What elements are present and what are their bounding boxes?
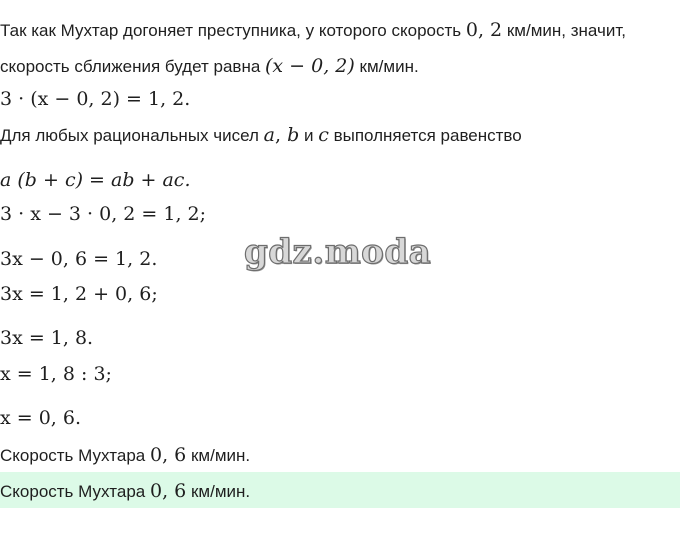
variable-b: b	[287, 124, 300, 146]
variable-separator: ,	[274, 124, 288, 146]
equation-4: 3x = 1, 2 + 0, 6;	[0, 283, 158, 305]
variable-a: a	[263, 124, 275, 146]
distributive-law: a (b + c) = ab + ac.	[0, 169, 191, 191]
solution-line-1	[0, 19, 626, 41]
line-4-text-end: выполняется равенство	[328, 126, 522, 145]
line-2-text-start: скорость сближения будет равна	[0, 57, 266, 76]
answer-math-value: 0, 6	[149, 480, 187, 502]
equation-1: 3 · (x − 0, 2) = 1, 2.	[0, 88, 191, 110]
watermark-logo: gdz.moda	[244, 232, 432, 272]
equation-3: 3x − 0, 6 = 1, 2.	[0, 248, 158, 270]
line-4-text-start: Для любых рациональных чисел	[0, 126, 264, 145]
variable-c: c	[318, 124, 329, 146]
answer-text-end: км/мин.	[186, 482, 251, 501]
solution-line-4	[0, 124, 522, 146]
equation-6: x = 1, 8 : 3;	[0, 363, 112, 385]
answer-line	[0, 480, 250, 502]
answer-text-start: Скорость Мухтара	[0, 482, 150, 501]
line-1-text-end: км/мин, значит,	[502, 21, 626, 40]
result-text-end: км/мин.	[186, 446, 251, 465]
line-1-text-start: Так как Мухтар догоняет преступника, у которого скорость	[0, 21, 466, 40]
equation-2: 3 · x − 3 · 0, 2 = 1, 2;	[0, 203, 207, 225]
equation-7: x = 0, 6.	[0, 407, 82, 429]
result-math-value: 0, 6	[149, 444, 187, 466]
conjunction-and: и	[299, 126, 319, 145]
result-text-start: Скорость Мухтара	[0, 446, 150, 465]
line-2-text-end: км/мин.	[354, 57, 419, 76]
solution-line-2	[0, 55, 419, 77]
result-line	[0, 444, 250, 466]
line-2-math-expression: (x − 0, 2)	[265, 55, 355, 77]
equation-5: 3x = 1, 8.	[0, 327, 94, 349]
line-1-math-speed: 0, 2	[465, 19, 503, 41]
